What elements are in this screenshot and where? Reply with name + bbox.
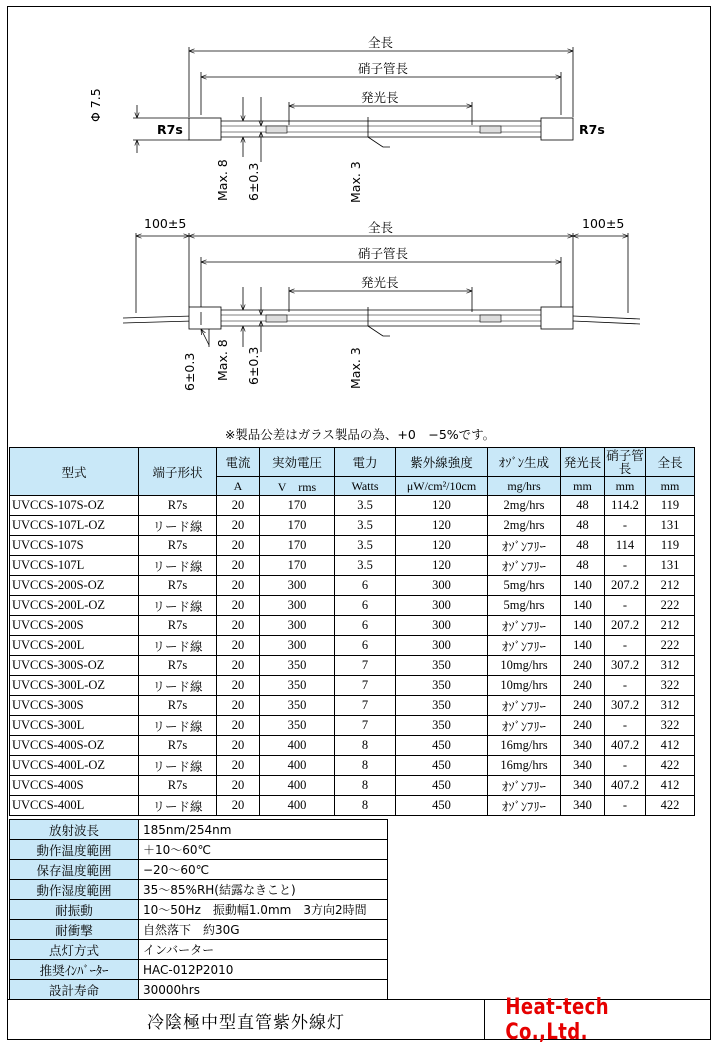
- property-row: [10, 960, 388, 980]
- header-5: 紫外線強度: [396, 448, 488, 477]
- table-cell: R7s: [139, 776, 217, 796]
- dimension-drawing: [8, 7, 712, 447]
- table-cell: 350: [260, 696, 335, 716]
- property-label: 動作温度範囲: [10, 840, 139, 860]
- table-cell: -: [605, 516, 646, 536]
- table-cell: -: [605, 716, 646, 736]
- table-cell: 20: [217, 796, 260, 816]
- table-cell: 170: [260, 536, 335, 556]
- table-cell: 8: [335, 796, 396, 816]
- table-cell: UVCCS-400S: [10, 776, 139, 796]
- table-cell: 10mg/hrs: [488, 676, 561, 696]
- property-value: 10〜50Hz 振動幅1.0mm 3方向2時間: [139, 900, 388, 920]
- table-cell: 300: [396, 636, 488, 656]
- top-base-right-label: R7s: [579, 122, 605, 137]
- table-row: [10, 796, 695, 816]
- table-cell: -: [605, 756, 646, 776]
- table-cell: UVCCS-107L: [10, 556, 139, 576]
- table-cell: 450: [396, 736, 488, 756]
- top-lamp-drawing: [133, 47, 573, 162]
- top-tol6-label: 6±0.3: [246, 162, 261, 201]
- bottom-max3-label: Max. 3: [348, 347, 363, 389]
- table-cell: 2mg/hrs: [488, 496, 561, 516]
- bottom-lead-right-label: 100±5: [582, 216, 625, 231]
- top-overall-length-label: 全長: [368, 35, 394, 50]
- table-cell: 350: [260, 656, 335, 676]
- table-cell: リード線: [139, 796, 217, 816]
- bottom-emission-length-label: 発光長: [361, 275, 399, 290]
- table-cell: 114: [605, 536, 646, 556]
- table-cell: 48: [561, 516, 605, 536]
- table-cell: 140: [561, 636, 605, 656]
- table-cell: 5mg/hrs: [488, 576, 561, 596]
- table-cell: 400: [260, 796, 335, 816]
- table-row: [10, 716, 695, 736]
- table-cell: 222: [646, 596, 695, 616]
- table-cell: 20: [217, 636, 260, 656]
- table-cell: 48: [561, 496, 605, 516]
- table-cell: 6: [335, 616, 396, 636]
- table-cell: UVCCS-200S-OZ: [10, 576, 139, 596]
- table-cell: 207.2: [605, 576, 646, 596]
- table-cell: ｵｿﾞﾝﾌﾘｰ: [488, 556, 561, 576]
- table-cell: UVCCS-200S: [10, 616, 139, 636]
- table-cell: リード線: [139, 636, 217, 656]
- table-cell: UVCCS-300S: [10, 696, 139, 716]
- table-row: [10, 636, 695, 656]
- table-cell: 20: [217, 596, 260, 616]
- property-value: −20〜60℃: [139, 860, 388, 880]
- table-row: [10, 516, 695, 536]
- top-diameter-label: Φ 7.5: [88, 88, 103, 122]
- table-cell: -: [605, 556, 646, 576]
- table-cell: 300: [396, 596, 488, 616]
- top-base-left-label: R7s: [157, 122, 183, 137]
- property-label: 耐振動: [10, 900, 139, 920]
- table-cell: R7s: [139, 496, 217, 516]
- table-cell: 8: [335, 736, 396, 756]
- table-cell: 350: [396, 656, 488, 676]
- table-cell: 20: [217, 536, 260, 556]
- table-cell: 400: [260, 776, 335, 796]
- bottom-tol6-label: 6±0.3: [246, 346, 261, 385]
- table-cell: 7: [335, 656, 396, 676]
- table-cell: 7: [335, 716, 396, 736]
- table-cell: 307.2: [605, 696, 646, 716]
- table-cell: 350: [396, 696, 488, 716]
- table-cell: 3.5: [335, 516, 396, 536]
- table-cell: UVCCS-107S-OZ: [10, 496, 139, 516]
- table-cell: 119: [646, 496, 695, 516]
- table-cell: 20: [217, 756, 260, 776]
- table-cell: 7: [335, 696, 396, 716]
- table-cell: R7s: [139, 576, 217, 596]
- table-cell: R7s: [139, 536, 217, 556]
- property-value: HAC-012P2010: [139, 960, 388, 980]
- table-row: [10, 776, 695, 796]
- bottom-glass-length-label: 硝子管長: [358, 246, 409, 261]
- table-cell: 350: [260, 676, 335, 696]
- table-cell: 450: [396, 756, 488, 776]
- table-row: [10, 536, 695, 556]
- table-row: [10, 696, 695, 716]
- table-row: [10, 756, 695, 776]
- table-row: [10, 736, 695, 756]
- table-cell: UVCCS-400L-OZ: [10, 756, 139, 776]
- property-row: [10, 860, 388, 880]
- table-cell: 170: [260, 556, 335, 576]
- table-cell: R7s: [139, 736, 217, 756]
- table-cell: 212: [646, 576, 695, 596]
- table-cell: 131: [646, 516, 695, 536]
- property-label: 保存温度範囲: [10, 860, 139, 880]
- table-cell: 10mg/hrs: [488, 656, 561, 676]
- table-cell: ｵｿﾞﾝﾌﾘｰ: [488, 536, 561, 556]
- spec-table: [9, 447, 695, 816]
- table-cell: 350: [260, 716, 335, 736]
- top-max3-label: Max. 3: [348, 161, 363, 203]
- table-cell: リード線: [139, 556, 217, 576]
- table-row: [10, 596, 695, 616]
- header-1: 端子形状: [139, 448, 217, 496]
- table-cell: 6: [335, 636, 396, 656]
- table-cell: 20: [217, 656, 260, 676]
- unit-6: mm: [605, 477, 646, 496]
- table-cell: ｵｿﾞﾝﾌﾘｰ: [488, 796, 561, 816]
- property-row: [10, 880, 388, 900]
- table-cell: 422: [646, 756, 695, 776]
- table-row: [10, 496, 695, 516]
- table-cell: UVCCS-400L: [10, 796, 139, 816]
- table-cell: 322: [646, 676, 695, 696]
- property-value: 185nm/254nm: [139, 820, 388, 840]
- table-cell: 312: [646, 656, 695, 676]
- table-cell: 240: [561, 656, 605, 676]
- table-row: [10, 576, 695, 596]
- table-cell: 20: [217, 616, 260, 636]
- table-cell: 300: [260, 636, 335, 656]
- bottom-max8-label: Max. 8: [215, 339, 230, 381]
- table-cell: 340: [561, 756, 605, 776]
- table-cell: 120: [396, 496, 488, 516]
- property-label: 耐衝撃: [10, 920, 139, 940]
- table-cell: 7: [335, 676, 396, 696]
- top-max8-label: Max. 8: [215, 159, 230, 201]
- header-9: 全長: [646, 448, 695, 477]
- property-value: 30000hrs: [139, 980, 388, 1000]
- table-cell: 48: [561, 556, 605, 576]
- table-cell: 3.5: [335, 496, 396, 516]
- table-cell: UVCCS-200L: [10, 636, 139, 656]
- table-cell: ｵｿﾞﾝﾌﾘｰ: [488, 636, 561, 656]
- company-logo: [484, 994, 711, 1045]
- bottom-lead-left-label: 100±5: [144, 216, 187, 231]
- table-cell: 450: [396, 776, 488, 796]
- company-name: Heat-tech Co.,Ltd.: [505, 994, 610, 1045]
- table-cell: 450: [396, 796, 488, 816]
- table-cell: 120: [396, 556, 488, 576]
- table-cell: 3.5: [335, 536, 396, 556]
- unit-1: V rms: [260, 477, 335, 496]
- table-cell: 212: [646, 616, 695, 636]
- table-cell: -: [605, 596, 646, 616]
- table-cell: 422: [646, 796, 695, 816]
- table-cell: 300: [396, 576, 488, 596]
- table-cell: 20: [217, 736, 260, 756]
- unit-0: A: [217, 477, 260, 496]
- table-cell: リード線: [139, 676, 217, 696]
- header-4: 電力: [335, 448, 396, 477]
- header-7: 発光長: [561, 448, 605, 477]
- table-cell: 114.2: [605, 496, 646, 516]
- property-value: 35〜85%RH(結露なきこと): [139, 880, 388, 900]
- table-cell: リード線: [139, 756, 217, 776]
- tolerance-note: ※製品公差はガラス製品の為、+0 −5%です。: [224, 427, 496, 442]
- table-cell: UVCCS-300L-OZ: [10, 676, 139, 696]
- table-cell: 322: [646, 716, 695, 736]
- table-cell: 407.2: [605, 776, 646, 796]
- table-cell: UVCCS-200L-OZ: [10, 596, 139, 616]
- property-row: [10, 820, 388, 840]
- top-glass-length-label: 硝子管長: [358, 61, 409, 76]
- table-cell: UVCCS-300L: [10, 716, 139, 736]
- property-row: [10, 920, 388, 940]
- table-cell: ｵｿﾞﾝﾌﾘｰ: [488, 776, 561, 796]
- table-row: [10, 656, 695, 676]
- table-cell: R7s: [139, 616, 217, 636]
- top-emission-length-label: 発光長: [361, 90, 399, 105]
- table-cell: 340: [561, 796, 605, 816]
- property-label: 設計寿命: [10, 980, 139, 1000]
- table-cell: UVCCS-300S-OZ: [10, 656, 139, 676]
- table-cell: ｵｿﾞﾝﾌﾘｰ: [488, 716, 561, 736]
- table-cell: 8: [335, 776, 396, 796]
- table-cell: 20: [217, 556, 260, 576]
- table-cell: リード線: [139, 596, 217, 616]
- table-cell: 8: [335, 756, 396, 776]
- table-cell: 6: [335, 576, 396, 596]
- table-cell: ｵｿﾞﾝﾌﾘｰ: [488, 616, 561, 636]
- table-cell: 20: [217, 576, 260, 596]
- table-cell: 350: [396, 716, 488, 736]
- table-cell: R7s: [139, 696, 217, 716]
- table-cell: 207.2: [605, 616, 646, 636]
- table-cell: 16mg/hrs: [488, 736, 561, 756]
- table-cell: リード線: [139, 716, 217, 736]
- table-cell: 407.2: [605, 736, 646, 756]
- table-cell: -: [605, 676, 646, 696]
- table-cell: リード線: [139, 516, 217, 536]
- table-cell: -: [605, 636, 646, 656]
- table-cell: 119: [646, 536, 695, 556]
- property-label: 動作湿度範囲: [10, 880, 139, 900]
- table-cell: UVCCS-107L-OZ: [10, 516, 139, 536]
- unit-7: mm: [646, 477, 695, 496]
- bottom-overall-length-label: 全長: [368, 220, 394, 235]
- table-cell: 412: [646, 776, 695, 796]
- unit-3: μW/cm²/10cm: [396, 477, 488, 496]
- table-cell: 140: [561, 596, 605, 616]
- table-cell: 170: [260, 496, 335, 516]
- table-cell: 20: [217, 716, 260, 736]
- table-cell: 20: [217, 696, 260, 716]
- table-cell: 240: [561, 696, 605, 716]
- table-cell: 120: [396, 516, 488, 536]
- table-cell: 140: [561, 576, 605, 596]
- table-cell: 16mg/hrs: [488, 756, 561, 776]
- header-6: ｵｿﾞﾝ生成: [488, 448, 561, 477]
- table-cell: 3.5: [335, 556, 396, 576]
- table-cell: 312: [646, 696, 695, 716]
- table-cell: 222: [646, 636, 695, 656]
- property-value: インバーター: [139, 940, 388, 960]
- table-cell: UVCCS-107S: [10, 536, 139, 556]
- table-cell: ｵｿﾞﾝﾌﾘｰ: [488, 696, 561, 716]
- property-value: 自然落下 約30G: [139, 920, 388, 940]
- table-cell: 2mg/hrs: [488, 516, 561, 536]
- header-0: 型式: [10, 448, 139, 496]
- header-2: 電流: [217, 448, 260, 477]
- property-row: [10, 900, 388, 920]
- table-cell: 170: [260, 516, 335, 536]
- table-cell: 300: [260, 576, 335, 596]
- property-label: 点灯方式: [10, 940, 139, 960]
- table-cell: 48: [561, 536, 605, 556]
- table-cell: -: [605, 796, 646, 816]
- unit-5: mm: [561, 477, 605, 496]
- header-8: 硝子管長: [606, 448, 644, 476]
- table-cell: 307.2: [605, 656, 646, 676]
- table-cell: 300: [260, 616, 335, 636]
- table-row: [10, 676, 695, 696]
- table-cell: 5mg/hrs: [488, 596, 561, 616]
- property-row: [10, 840, 388, 860]
- table-cell: R7s: [139, 656, 217, 676]
- property-value: ＋10〜60℃: [139, 840, 388, 860]
- product-title: 冷陰極中型直管紫外線灯: [8, 999, 484, 1040]
- table-cell: 20: [217, 516, 260, 536]
- table-row: [10, 556, 695, 576]
- table-cell: 400: [260, 756, 335, 776]
- table-cell: 6: [335, 596, 396, 616]
- table-cell: 400: [260, 736, 335, 756]
- table-cell: 300: [260, 596, 335, 616]
- table-cell: 340: [561, 736, 605, 756]
- bottom-tol6-left-label: 6±0.3: [182, 352, 197, 391]
- table-cell: 120: [396, 536, 488, 556]
- table-cell: 240: [561, 676, 605, 696]
- unit-2: Watts: [335, 477, 396, 496]
- table-cell: 412: [646, 736, 695, 756]
- table-cell: 300: [396, 616, 488, 636]
- table-cell: 350: [396, 676, 488, 696]
- header-3: 実効電圧: [260, 448, 335, 477]
- unit-4: mg/hrs: [488, 477, 561, 496]
- table-cell: 20: [217, 676, 260, 696]
- table-cell: 340: [561, 776, 605, 796]
- table-cell: 140: [561, 616, 605, 636]
- property-table: [9, 819, 388, 1000]
- property-label: 放射波長: [10, 820, 139, 840]
- property-row: [10, 980, 388, 1000]
- spec-sheet: [7, 6, 711, 1045]
- property-row: [10, 940, 388, 960]
- table-cell: 131: [646, 556, 695, 576]
- table-cell: 20: [217, 776, 260, 796]
- table-cell: UVCCS-400S-OZ: [10, 736, 139, 756]
- table-cell: 20: [217, 496, 260, 516]
- table-cell: 240: [561, 716, 605, 736]
- table-row: [10, 616, 695, 636]
- property-label: 推奨ｲﾝﾊﾞｰﾀｰ: [10, 960, 139, 980]
